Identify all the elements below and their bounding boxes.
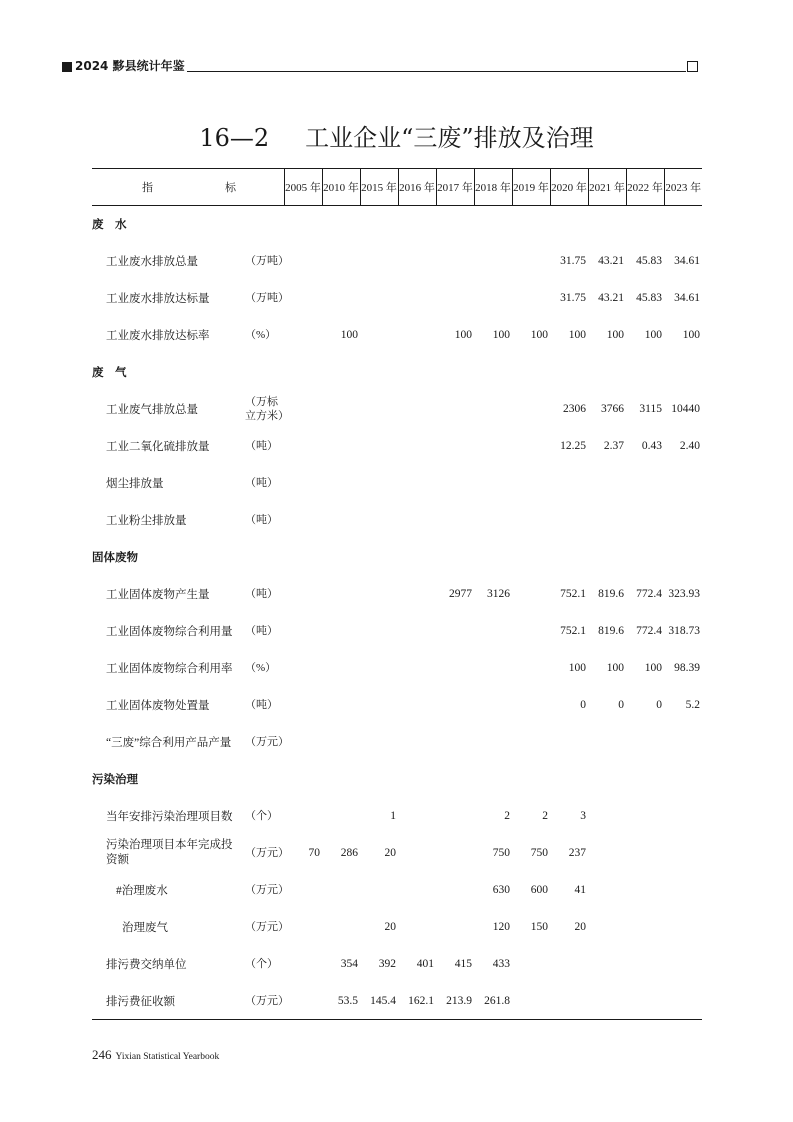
value-cell [550, 465, 588, 502]
indicator-unit: （吨） [245, 699, 278, 711]
indicator-name: 工业二氧化硫排放量 [106, 441, 210, 453]
value-cell: 2.37 [603, 440, 624, 452]
value-cell [284, 576, 322, 613]
value-cell [436, 502, 474, 539]
value-cell [512, 391, 550, 428]
value-cell: 318.73 [668, 625, 700, 637]
empty-square-icon [687, 61, 698, 72]
value-cell: 43.21 [598, 292, 624, 304]
value-cell [512, 280, 550, 317]
value-cell [436, 391, 474, 428]
indicator-name: 工业粉尘排放量 [106, 515, 187, 527]
indicator-unit: （%） [245, 662, 277, 674]
value-cell [284, 280, 322, 317]
value-cell [436, 280, 474, 317]
value-cell: 31.75 [560, 292, 586, 304]
value-cell [512, 724, 550, 761]
value-cell [664, 983, 702, 1020]
value-cell: 100 [454, 329, 472, 341]
value-cell [398, 650, 436, 687]
value-cell: 100 [568, 662, 586, 674]
indicator-unit: （吨） [245, 514, 278, 526]
value-cell [436, 909, 474, 946]
value-cell [322, 798, 360, 835]
value-cell [284, 983, 322, 1020]
indicator-name: 污染治理项目本年完成投资额 [106, 839, 233, 866]
value-cell [474, 391, 512, 428]
value-cell [284, 465, 322, 502]
value-cell: 772.4 [636, 625, 662, 637]
value-cell [512, 983, 550, 1020]
value-cell [588, 872, 626, 909]
indicator-name: 工业固体废物综合利用率 [106, 663, 233, 675]
value-cell [626, 798, 664, 835]
value-cell [322, 872, 360, 909]
indicator-name: #治理废水 [116, 885, 168, 897]
value-cell [588, 724, 626, 761]
value-cell [322, 465, 360, 502]
value-cell: 41 [574, 884, 586, 896]
value-cell [360, 687, 398, 724]
value-cell [664, 872, 702, 909]
value-cell: 0 [656, 699, 662, 711]
value-cell: 286 [340, 847, 358, 859]
value-cell [360, 317, 398, 354]
value-cell [398, 724, 436, 761]
value-cell: 70 [308, 847, 320, 859]
year-header: 2022 年 [626, 169, 664, 206]
table-row [92, 835, 702, 872]
table-row [92, 909, 702, 946]
value-cell [474, 502, 512, 539]
section-title: 污染治理 [92, 772, 138, 786]
value-cell [474, 687, 512, 724]
value-cell [360, 280, 398, 317]
value-cell [284, 687, 322, 724]
indicator-unit: （个） [245, 810, 278, 822]
value-cell [284, 650, 322, 687]
value-cell: 12.25 [560, 440, 586, 452]
value-cell [474, 650, 512, 687]
value-cell: 100 [644, 662, 662, 674]
value-cell [626, 502, 664, 539]
value-cell: 2 [542, 810, 548, 822]
indicator-unit: （吨） [245, 588, 278, 600]
year-header: 2020 年 [550, 169, 588, 206]
value-cell: 750 [530, 847, 548, 859]
value-cell [398, 391, 436, 428]
value-cell [284, 317, 322, 354]
section-row [92, 761, 702, 798]
value-cell [360, 872, 398, 909]
section-row [92, 539, 702, 576]
value-cell [436, 243, 474, 280]
table-row [92, 502, 702, 539]
value-cell [322, 280, 360, 317]
table-row [92, 724, 702, 761]
value-cell [322, 650, 360, 687]
indicator-unit: （万元） [245, 847, 289, 859]
value-cell [398, 835, 436, 872]
value-cell [588, 909, 626, 946]
value-cell: 100 [682, 329, 700, 341]
value-cell [284, 243, 322, 280]
section-title: 废 气 [92, 365, 127, 379]
value-cell: 3766 [601, 403, 624, 415]
value-cell [588, 835, 626, 872]
table-row [92, 613, 702, 650]
value-cell: 819.6 [598, 588, 624, 600]
table-row [92, 428, 702, 465]
value-cell [664, 909, 702, 946]
indicator-name: 工业固体废物产生量 [106, 589, 210, 601]
value-cell [284, 872, 322, 909]
table-row [92, 465, 702, 502]
value-cell: 100 [606, 329, 624, 341]
value-cell: 100 [340, 329, 358, 341]
value-cell: 600 [530, 884, 548, 896]
value-cell [512, 243, 550, 280]
section-row [92, 206, 702, 243]
value-cell [322, 428, 360, 465]
year-header: 2023 年 [664, 169, 702, 206]
value-cell: 323.93 [668, 588, 700, 600]
value-cell [436, 428, 474, 465]
value-cell [398, 465, 436, 502]
value-cell [512, 502, 550, 539]
value-cell [360, 724, 398, 761]
value-cell: 2977 [449, 588, 472, 600]
year-header: 2017 年 [436, 169, 474, 206]
indicator-unit: （万标立方米） [245, 396, 289, 422]
value-cell [474, 724, 512, 761]
value-cell: 433 [492, 958, 510, 970]
table-row [92, 983, 702, 1020]
year-header: 2015 年 [360, 169, 398, 206]
value-cell [284, 613, 322, 650]
indicator-unit: （吨） [245, 625, 278, 637]
value-cell: 53.5 [322, 983, 360, 1020]
value-cell: 100 [606, 662, 624, 674]
value-cell: 0 [618, 699, 624, 711]
value-cell [664, 502, 702, 539]
value-cell: 237 [568, 847, 586, 859]
indicator-header: 指 标 [92, 169, 284, 206]
value-cell [398, 317, 436, 354]
year-header: 2005 年 [284, 169, 322, 206]
table-row [92, 872, 702, 909]
value-cell: 20 [384, 921, 396, 933]
value-cell [664, 835, 702, 872]
value-cell [664, 798, 702, 835]
value-cell [398, 428, 436, 465]
value-cell [550, 502, 588, 539]
value-cell [284, 909, 322, 946]
value-cell: 0.43 [641, 440, 662, 452]
value-cell [474, 243, 512, 280]
value-cell [398, 613, 436, 650]
value-cell [436, 650, 474, 687]
value-cell [626, 872, 664, 909]
value-cell [360, 576, 398, 613]
value-cell [512, 946, 550, 983]
value-cell [626, 909, 664, 946]
section-row [92, 354, 702, 391]
value-cell [436, 687, 474, 724]
table-row [92, 391, 702, 428]
table-row [92, 280, 702, 317]
value-cell [322, 687, 360, 724]
value-cell [284, 798, 322, 835]
value-cell [512, 687, 550, 724]
value-cell [474, 428, 512, 465]
value-cell: 819.6 [598, 625, 624, 637]
value-cell: 43.21 [598, 255, 624, 267]
value-cell: 415 [454, 958, 472, 970]
value-cell [588, 465, 626, 502]
value-cell [588, 502, 626, 539]
book-title: Yixian Statistical Yearbook [115, 1052, 220, 1062]
value-cell [322, 909, 360, 946]
value-cell: 2.40 [679, 440, 700, 452]
indicator-unit: （万元） [239, 983, 284, 1020]
value-cell [284, 502, 322, 539]
value-cell [398, 798, 436, 835]
value-cell [550, 983, 588, 1020]
value-cell [474, 613, 512, 650]
value-cell [322, 576, 360, 613]
table-number: 16—2 [199, 124, 270, 152]
indicator-unit: （吨） [245, 440, 278, 452]
value-cell [360, 428, 398, 465]
value-cell [474, 280, 512, 317]
value-cell [398, 687, 436, 724]
value-cell: 3 [580, 810, 586, 822]
value-cell [512, 576, 550, 613]
table-row [92, 243, 702, 280]
indicator-name: 工业废水排放达标率 [106, 330, 210, 342]
value-cell: 401 [416, 958, 434, 970]
value-cell: 0 [580, 699, 586, 711]
value-cell [588, 946, 626, 983]
value-cell: 5.2 [685, 699, 700, 711]
value-cell [664, 946, 702, 983]
value-cell: 630 [492, 884, 510, 896]
value-cell: 34.61 [674, 292, 700, 304]
statistics-table [92, 168, 702, 1020]
value-cell: 150 [530, 921, 548, 933]
section-title: 固体废物 [92, 550, 138, 564]
table-row [92, 687, 702, 724]
value-cell [664, 465, 702, 502]
indicator-unit: （万吨） [245, 255, 289, 267]
value-cell [474, 465, 512, 502]
indicator-name: 工业废水排放达标量 [106, 293, 210, 305]
value-cell: 750 [492, 847, 510, 859]
value-cell [398, 280, 436, 317]
value-cell: 392 [378, 958, 396, 970]
indicator-name: 排污费征收额 [92, 983, 239, 1020]
value-cell [588, 983, 626, 1020]
value-cell [512, 428, 550, 465]
value-cell [550, 946, 588, 983]
value-cell [398, 576, 436, 613]
table-row [92, 798, 702, 835]
value-cell [360, 391, 398, 428]
value-cell: 31.75 [560, 255, 586, 267]
value-cell [284, 391, 322, 428]
value-cell: 145.4 [360, 983, 398, 1020]
value-cell [664, 724, 702, 761]
value-cell [436, 798, 474, 835]
table-row [92, 317, 702, 354]
indicator-unit: （个） [245, 958, 278, 970]
indicator-name: 工业固体废物综合利用量 [106, 626, 233, 638]
value-cell: 213.9 [436, 983, 474, 1020]
value-cell: 34.61 [674, 255, 700, 267]
value-cell: 98.39 [674, 662, 700, 674]
value-cell: 3115 [639, 403, 662, 415]
value-cell: 1 [390, 810, 396, 822]
year-header: 2016 年 [398, 169, 436, 206]
year-header: 2010 年 [322, 169, 360, 206]
value-cell [436, 872, 474, 909]
running-header [62, 60, 700, 74]
table-title [0, 118, 793, 153]
year-header: 2018 年 [474, 169, 512, 206]
value-cell: 752.1 [560, 625, 586, 637]
value-cell: 2306 [563, 403, 586, 415]
value-cell [626, 465, 664, 502]
value-cell [512, 650, 550, 687]
indicator-name: 工业废气排放总量 [106, 404, 198, 416]
value-cell [322, 724, 360, 761]
value-cell [322, 391, 360, 428]
year-header: 2019 年 [512, 169, 550, 206]
running-title: 2024 黟县统计年鉴 [75, 59, 185, 73]
value-cell [360, 613, 398, 650]
indicator-unit: （万元） [245, 736, 289, 748]
value-cell [284, 946, 322, 983]
section-title: 废 水 [92, 217, 127, 232]
page-footer [92, 1044, 219, 1063]
value-cell: 100 [644, 329, 662, 341]
indicator-name: 烟尘排放量 [106, 478, 164, 490]
value-cell: 261.8 [474, 983, 512, 1020]
value-cell: 772.4 [636, 588, 662, 600]
value-cell [398, 872, 436, 909]
value-cell [550, 724, 588, 761]
value-cell: 100 [530, 329, 548, 341]
value-cell: 162.1 [398, 983, 436, 1020]
value-cell: 752.1 [560, 588, 586, 600]
indicator-name: 当年安排污染治理项目数 [106, 811, 233, 823]
header-row [92, 169, 702, 206]
value-cell [512, 465, 550, 502]
value-cell: 20 [574, 921, 586, 933]
value-cell [398, 909, 436, 946]
value-cell: 2 [504, 810, 510, 822]
value-cell [360, 465, 398, 502]
indicator-unit: （%） [245, 329, 277, 341]
indicator-name: 排污费交纳单位 [106, 959, 187, 971]
value-cell: 100 [568, 329, 586, 341]
value-cell [360, 243, 398, 280]
value-cell [284, 428, 322, 465]
indicator-name: “三废”综合利用产品产量 [106, 737, 232, 749]
value-cell: 100 [492, 329, 510, 341]
value-cell: 45.83 [636, 292, 662, 304]
table-row [92, 946, 702, 983]
indicator-unit: （吨） [245, 477, 278, 489]
indicator-unit: （万元） [245, 921, 289, 933]
value-cell [436, 724, 474, 761]
value-cell: 3126 [487, 588, 510, 600]
value-cell [398, 502, 436, 539]
table-row [92, 650, 702, 687]
value-cell [588, 798, 626, 835]
value-cell [626, 724, 664, 761]
value-cell [626, 946, 664, 983]
value-cell: 45.83 [636, 255, 662, 267]
value-cell [436, 835, 474, 872]
indicator-name: 工业固体废物处置量 [106, 700, 210, 712]
value-cell [284, 724, 322, 761]
indicator-name: 治理废气 [122, 922, 168, 934]
table-title-text: 工业企业“三废”排放及治理 [305, 124, 594, 152]
value-cell [398, 243, 436, 280]
value-cell [436, 465, 474, 502]
table-row [92, 576, 702, 613]
page-number: 246 [92, 1047, 112, 1062]
value-cell [322, 613, 360, 650]
value-cell: 120 [492, 921, 510, 933]
value-cell [360, 650, 398, 687]
value-cell [436, 613, 474, 650]
value-cell [512, 613, 550, 650]
value-cell [626, 983, 664, 1020]
indicator-unit: （万元） [245, 884, 289, 896]
black-square-icon [62, 62, 72, 72]
value-cell [322, 502, 360, 539]
value-cell [360, 502, 398, 539]
year-header: 2021 年 [588, 169, 626, 206]
header-rule [187, 71, 686, 72]
value-cell: 10440 [671, 403, 700, 415]
value-cell [626, 835, 664, 872]
value-cell: 20 [384, 847, 396, 859]
value-cell: 354 [340, 958, 358, 970]
indicator-name: 工业废水排放总量 [106, 256, 198, 268]
value-cell [322, 243, 360, 280]
table-body [92, 206, 702, 1020]
indicator-unit: （万吨） [245, 292, 289, 304]
